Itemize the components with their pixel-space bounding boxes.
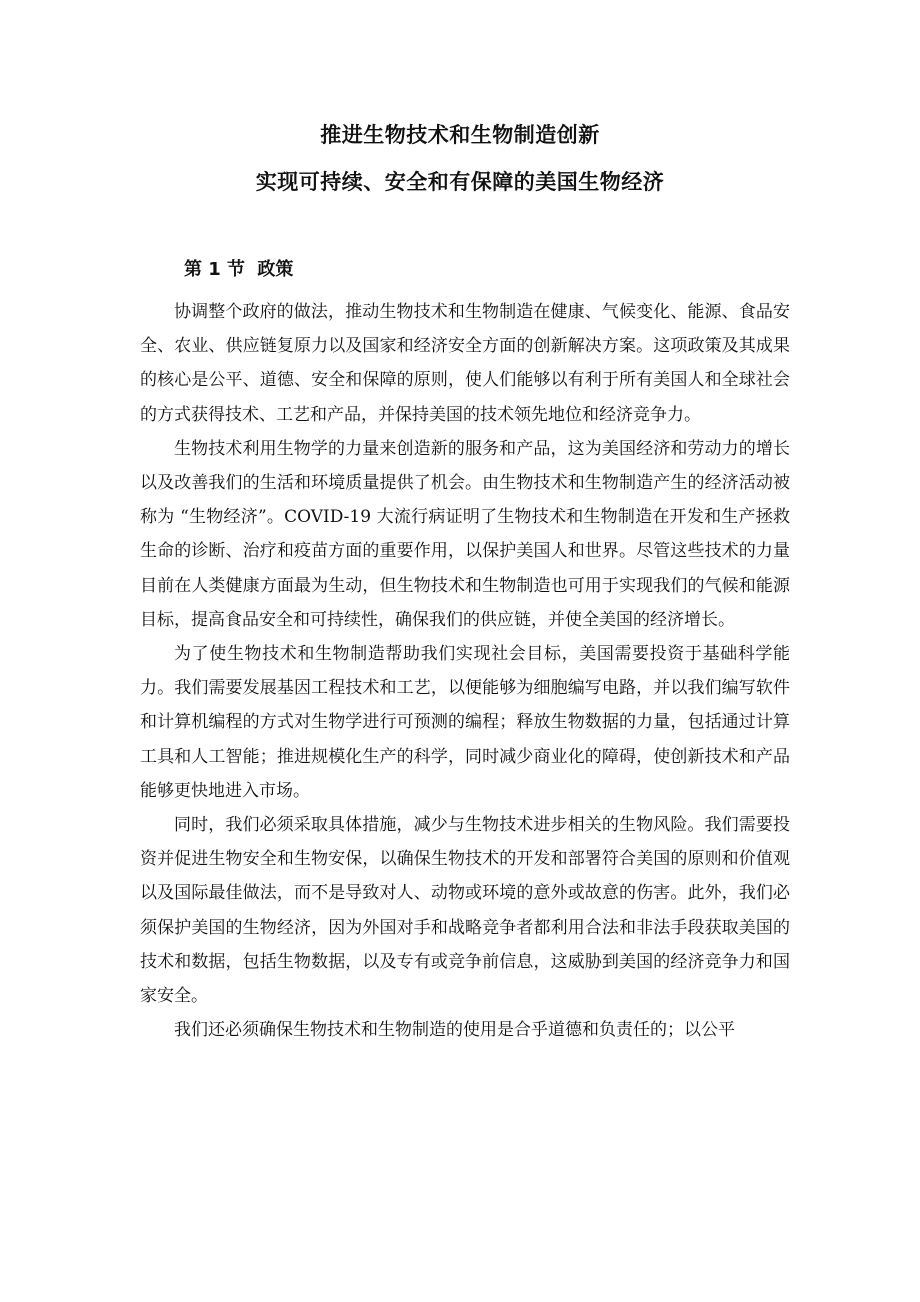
- section-heading: [184, 255, 293, 285]
- section-number: 第 1 节: [184, 259, 246, 280]
- body-text: [140, 295, 790, 1047]
- paragraph: 为了使生物技术和生物制造帮助我们实现社会目标，美国需要投资于基础科学能力。我们需要发展基因工程技术和工艺，以便能够为细胞编写电路，并以我们编写软件和计算机编程的方式对生物学进行可预测的编程；释放生物数据的力量，包括通过计算工具和人工智能；推进规模化生产的科学，同时减少商业化的障碍，使创新技术和产品能够更快地进入市场。: [140, 644, 790, 801]
- paragraph: 我们还必须确保生物技术和生物制造的使用是合乎道德和负责任的；以公平: [174, 1020, 735, 1041]
- title-line-2: 实现可持续、安全和有保障的美国生物经济: [255, 170, 665, 194]
- document-title: [0, 112, 920, 206]
- paragraph: 协调整个政府的做法，推动生物技术和生物制造在健康、气候变化、能源、食品安全、农业、供应链复原力以及国家和经济安全方面的创新解决方案。这项政策及其成果的核心是公平、道德、安全和保障的原则，使人们能够以有利于所有美国人和全球社会的方式获得技术、工艺和产品，并保持美国的技术领先地位和经济竞争力。: [140, 302, 790, 425]
- section-title: 政策: [257, 259, 294, 280]
- paragraph: 同时，我们必须采取具体措施，减少与生物技术进步相关的生物风险。我们需要投资并促进生物安全和生物安保，以确保生物技术的开发和部署符合美国的原则和价值观以及国际最佳做法，而不是导致对人、动物或环境的意外或故意的伤害。此外，我们必须保护美国的生物经济，因为外国对手和战略竞争者都利用合法和非法手段获取美国的技术和数据，包括生物数据，以及专有或竞争前信息，这威胁到美国的经济竞争力和国家安全。: [140, 815, 790, 1007]
- paragraph: 生物技术利用生物学的力量来创造新的服务和产品，这为美国经济和劳动力的增长以及改善我们的生活和环境质量提供了机会。由生物技术和生物制造产生的经济活动被称为 “生物经济”。COVID-19 大流行病证明了生物技术和生物制造在开发和生产拯救生命的诊断、治疗和疫苗方面的重要作用，以保护美国人和世界。尽管这些技术的力量目前在人类健康方面最为生动，但生物技术和生物制造也可用于实现我们的气候和能源目标，提高食品安全和可持续性，确保我们的供应链，并使全美国的经济增长。: [140, 438, 790, 630]
- title-line-1: 推进生物技术和生物制造创新: [320, 123, 600, 147]
